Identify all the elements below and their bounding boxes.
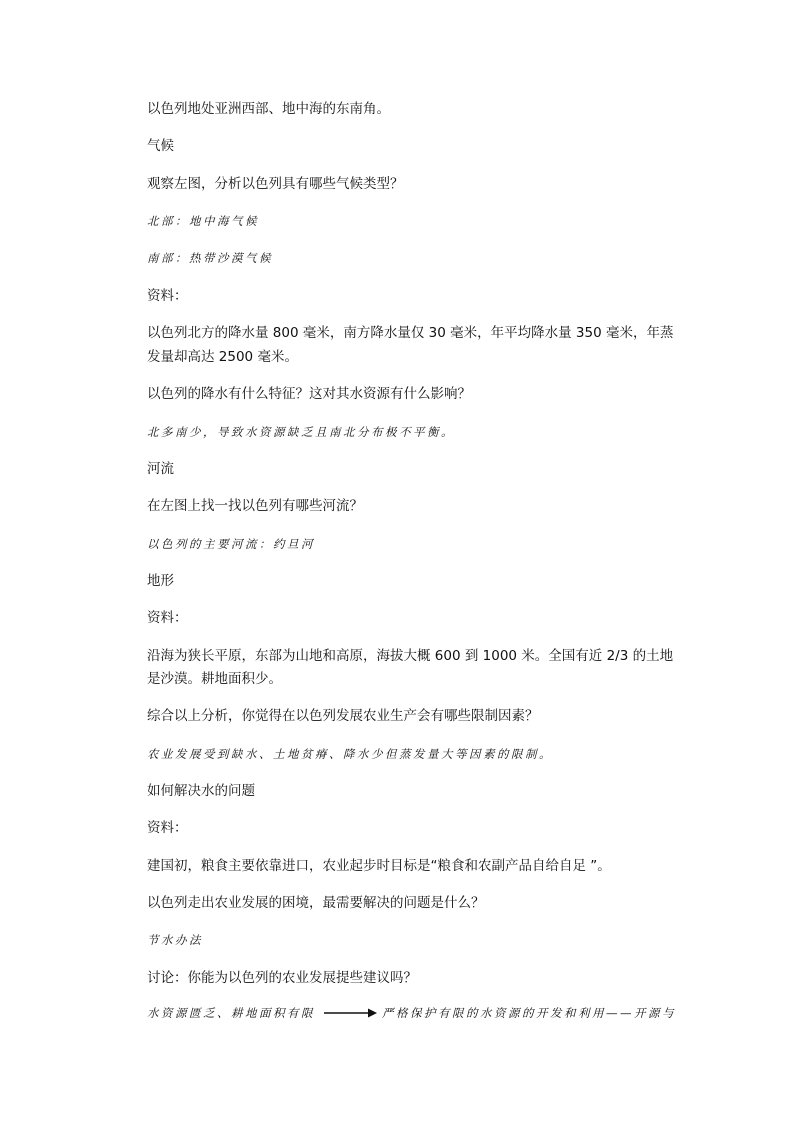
answer-limits: 农业发展受到缺水、土地贫瘠、降水少但蒸发量大等因素的限制。 (147, 747, 553, 761)
data-label-1: 资料： (147, 288, 188, 304)
answer-south: 南部：热带沙漠气候 (147, 251, 273, 265)
data-2-line-1: 沿海为狭长平原，东部为山地和高原，海拔大概 600 到 1000 米。全国有近 2/3 的土地 (147, 648, 674, 664)
data-label-2: 资料： (147, 610, 188, 626)
answer-precipitation: 北多南少，导致水资源缺乏且南北分布极不平衡。 (147, 425, 455, 439)
question-discuss: 讨论：你能为以色列的农业发展提些建议吗？ (147, 970, 417, 986)
heading-climate: 气候 (147, 138, 174, 154)
data-1-line-2: 发量却高达 2500 毫米。 (147, 349, 298, 365)
heading-river: 河流 (147, 461, 174, 477)
answer-key: 节水办法 (147, 933, 203, 947)
question-precipitation: 以色列的降水有什么特征？这对其水资源有什么影响？ (147, 386, 471, 402)
arrow-icon (324, 1003, 378, 1023)
question-key: 以色列走出农业发展的困境，最需要解决的问题是什么？ (147, 895, 485, 911)
question-limits: 综合以上分析，你觉得在以色列发展农业生产会有哪些限制因素？ (147, 708, 539, 724)
question-climate: 观察左图，分析以色列具有哪些气候类型？ (147, 176, 404, 192)
heading-terrain: 地形 (147, 573, 174, 589)
answer-river: 以色列的主要河流：约旦河 (147, 537, 315, 551)
data-label-3: 资料： (147, 820, 188, 836)
data-1-line-1: 以色列北方的降水量 800 毫米，南方降水量仅 30 毫米，年平均降水量 350 毫米，年蒸 (147, 325, 674, 341)
answer-north: 北部：地中海气候 (147, 214, 259, 228)
answer-last-right: 严格保护有限的水资源的开发和利用——开源与 (382, 1006, 676, 1020)
p-location: 以色列地处亚洲西部、地中海的东南角。 (147, 101, 390, 117)
heading-water: 如何解决水的问题 (147, 783, 255, 799)
question-river: 在左图上找一找以色列有哪些河流？ (147, 498, 363, 514)
data-3: 建国初，粮食主要依靠进口，农业起步时目标是“粮食和农副产品自给自足 ”。 (147, 858, 611, 874)
answer-last-left: 水资源匮乏、耕地面积有限 (147, 1006, 315, 1020)
data-2-line-2: 是沙漠。耕地面积少。 (147, 671, 282, 687)
